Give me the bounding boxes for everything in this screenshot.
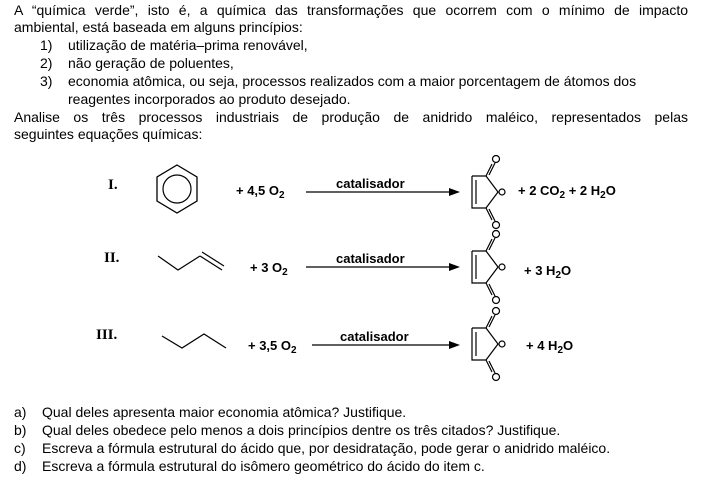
reaction-1-label: I. bbox=[108, 177, 118, 193]
reaction-2-arrow bbox=[306, 261, 460, 273]
butane-structure bbox=[160, 326, 236, 352]
reaction-3-arrow bbox=[312, 339, 460, 351]
benzene-structure bbox=[152, 162, 202, 218]
intro-line-2: ambiental, está baseada em alguns princípios: bbox=[14, 19, 303, 35]
reaction-3-catalyst-label: catalisador bbox=[340, 329, 409, 344]
principle-3 bbox=[40, 73, 636, 90]
question-letter: a) bbox=[14, 404, 27, 420]
reaction-1-products: + 2 $CO_2 + 2$ $H_2O$ bbox=[518, 183, 616, 201]
question-a bbox=[14, 404, 406, 421]
reaction-3-reagent: + 3,5 $O_2$ bbox=[248, 338, 297, 356]
maleic-anhydride-structure bbox=[462, 150, 522, 236]
principle-1 bbox=[40, 37, 308, 54]
maleic-anhydride-structure bbox=[462, 302, 522, 388]
principle-2 bbox=[40, 55, 234, 72]
reaction-1-reagent: + 4,5 $O_2$ bbox=[236, 183, 285, 201]
analyse-line-1: Analise os três processos industriais de produção de anidrido maléico, representados pelas bbox=[14, 109, 688, 125]
principle-text: não geração de poluentes, bbox=[68, 55, 234, 71]
principle-number: 2) bbox=[40, 55, 53, 71]
principle-number: 1) bbox=[40, 37, 53, 53]
question-text: Escreva a fórmula estrutural do isômero geométrico do ácido do item c. bbox=[42, 458, 485, 474]
reaction-3-label: III. bbox=[96, 327, 118, 343]
reaction-2-catalyst-label: catalisador bbox=[336, 251, 405, 266]
reaction-2-products: + 3 $H_2O$ bbox=[524, 263, 572, 281]
reaction-3-products: + 4 $H_2O$ bbox=[526, 338, 574, 356]
intro-line-1: A “química verde”, isto é, a química das transformações que ocorrem com o mínimo de impacto bbox=[14, 2, 688, 18]
reaction-2-label: II. bbox=[104, 250, 120, 266]
question-letter: d) bbox=[14, 458, 27, 474]
analyse-line-2: seguintes equações químicas: bbox=[14, 126, 203, 142]
question-d bbox=[14, 458, 485, 475]
principle-number: 3) bbox=[40, 73, 53, 89]
principle-3-continuation: reagentes incorporados ao produto desejado. bbox=[68, 91, 351, 107]
reaction-2-reagent: + 3 $O_2$ bbox=[250, 260, 288, 278]
maleic-anhydride-structure bbox=[462, 225, 522, 311]
butene-structure bbox=[156, 248, 236, 274]
reaction-1-arrow bbox=[306, 186, 460, 198]
question-letter: b) bbox=[14, 422, 27, 438]
question-c bbox=[14, 440, 610, 457]
principle-text: utilização de matéria–prima renovável, bbox=[68, 37, 308, 53]
question-text: Escreva a fórmula estrutural do ácido que, por desidratação, pode gerar o anidrido maléico. bbox=[42, 440, 611, 456]
principle-text: economia atômica, ou seja, processos realizados com a maior porcentagem de átomos dos bbox=[68, 73, 637, 89]
question-b bbox=[14, 422, 560, 439]
question-letter: c) bbox=[14, 440, 26, 456]
reaction-1-catalyst-label: catalisador bbox=[336, 176, 405, 191]
question-text: Qual deles obedece pelo menos a dois princípios dentre os três citados? Justifique. bbox=[42, 422, 561, 438]
question-text: Qual deles apresenta maior economia atômica? Justifique. bbox=[42, 404, 407, 420]
